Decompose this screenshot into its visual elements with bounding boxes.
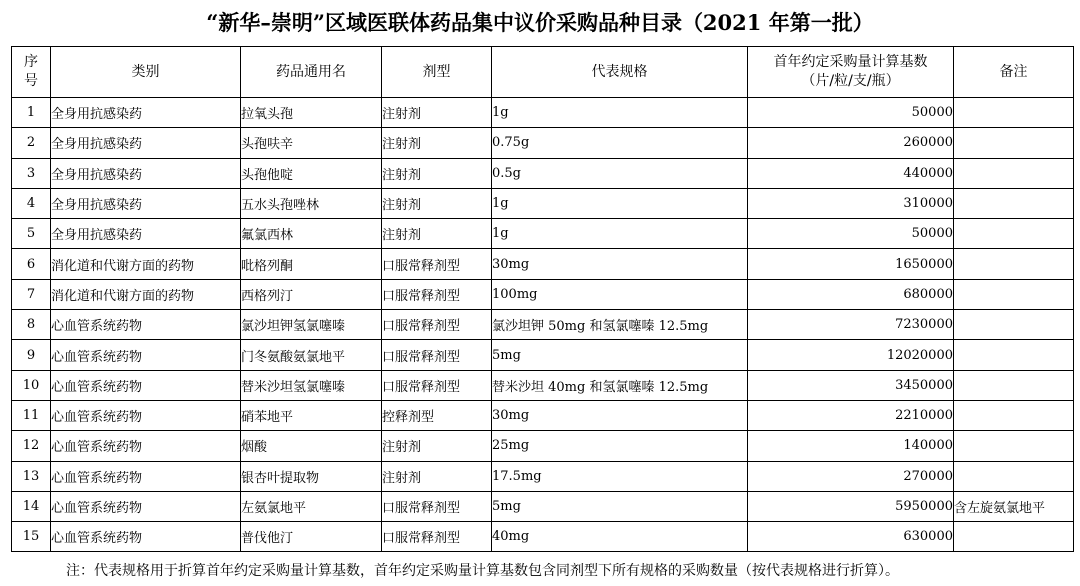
header-spec: 代表规格 [492, 47, 748, 98]
row-spec: 0.75g [492, 128, 748, 158]
row-note [954, 461, 1074, 491]
row-dosage-form: 注射剂 [382, 128, 492, 158]
row-note [954, 400, 1074, 430]
row-quantity: 260000 [748, 128, 954, 158]
row-drug-name: 银杏叶提取物 [241, 461, 382, 491]
row-quantity: 12020000 [748, 340, 954, 370]
row-number: 10 [12, 370, 51, 400]
table-row [12, 128, 1074, 158]
row-drug-name: 氟氯西林 [241, 219, 382, 249]
row-drug-name: 烟酸 [241, 431, 382, 461]
header-quantity-line1: 首年约定采购量计算基数 [773, 54, 928, 70]
table-row [12, 431, 1074, 461]
row-dosage-form: 口服常释剂型 [382, 310, 492, 340]
row-dosage-form: 注射剂 [382, 188, 492, 218]
row-quantity: 440000 [748, 158, 954, 188]
row-number: 14 [12, 491, 51, 521]
table-row [12, 370, 1074, 400]
row-note [954, 279, 1074, 309]
row-dosage-form: 口服常释剂型 [382, 491, 492, 521]
header-drug-name: 药品通用名 [241, 47, 382, 98]
row-spec: 1g [492, 98, 748, 128]
row-category: 全身用抗感染药 [51, 188, 241, 218]
row-number: 2 [12, 128, 51, 158]
row-number: 8 [12, 310, 51, 340]
table-row [12, 158, 1074, 188]
row-spec: 30mg [492, 400, 748, 430]
page-title: “新华–崇明”区域医联体药品集中议价采购品种目录（2021 年第一批） [206, 10, 874, 35]
header-no [12, 47, 51, 98]
row-drug-name: 硝苯地平 [241, 400, 382, 430]
row-quantity: 50000 [748, 219, 954, 249]
row-category: 全身用抗感染药 [51, 219, 241, 249]
row-note [954, 522, 1074, 552]
row-drug-name: 拉氧头孢 [241, 98, 382, 128]
row-spec: 5mg [492, 491, 748, 521]
row-spec: 0.5g [492, 158, 748, 188]
row-spec: 25mg [492, 431, 748, 461]
row-category: 全身用抗感染药 [51, 158, 241, 188]
row-number: 11 [12, 400, 51, 430]
row-number: 1 [12, 98, 51, 128]
row-drug-name: 普伐他汀 [241, 522, 382, 552]
footnote: 注：代表规格用于折算首年约定采购量计算基数，首年约定采购量计算基数包含同剂型下所有规格的采购数量（按代表规格进行折算）。 [66, 563, 899, 579]
row-category: 心血管系统药物 [51, 400, 241, 430]
row-category: 心血管系统药物 [51, 522, 241, 552]
row-number: 5 [12, 219, 51, 249]
row-drug-name: 五水头孢唑林 [241, 188, 382, 218]
row-category: 心血管系统药物 [51, 491, 241, 521]
row-number: 7 [12, 279, 51, 309]
row-drug-name: 门冬氨酸氨氯地平 [241, 340, 382, 370]
row-note [954, 370, 1074, 400]
table-row [12, 310, 1074, 340]
row-drug-name: 替米沙坦氢氯噻嗪 [241, 370, 382, 400]
row-dosage-form: 口服常释剂型 [382, 249, 492, 279]
row-dosage-form: 注射剂 [382, 431, 492, 461]
row-drug-name: 左氨氯地平 [241, 491, 382, 521]
row-drug-name: 头孢呋辛 [241, 128, 382, 158]
row-category: 心血管系统药物 [51, 370, 241, 400]
row-number: 15 [12, 522, 51, 552]
row-dosage-form: 控释剂型 [382, 400, 492, 430]
row-drug-name: 头孢他啶 [241, 158, 382, 188]
row-dosage-form: 注射剂 [382, 219, 492, 249]
table-body [12, 98, 1074, 552]
row-quantity: 2210000 [748, 400, 954, 430]
table-row [12, 400, 1074, 430]
row-dosage-form: 口服常释剂型 [382, 279, 492, 309]
row-category: 消化道和代谢方面的药物 [51, 249, 241, 279]
row-dosage-form: 口服常释剂型 [382, 522, 492, 552]
table-row [12, 188, 1074, 218]
row-spec: 100mg [492, 279, 748, 309]
table-row [12, 522, 1074, 552]
header-no-line1: 序 [24, 54, 38, 70]
row-category: 心血管系统药物 [51, 431, 241, 461]
header-no-line2: 号 [24, 73, 38, 89]
table-row [12, 219, 1074, 249]
row-quantity: 630000 [748, 522, 954, 552]
table-row [12, 279, 1074, 309]
header-note: 备注 [954, 47, 1074, 98]
row-category: 心血管系统药物 [51, 340, 241, 370]
row-dosage-form: 注射剂 [382, 461, 492, 491]
table-header-row [12, 47, 1074, 98]
row-quantity: 270000 [748, 461, 954, 491]
table-row [12, 249, 1074, 279]
row-category: 全身用抗感染药 [51, 98, 241, 128]
header-category: 类别 [51, 47, 241, 98]
row-category: 心血管系统药物 [51, 461, 241, 491]
row-spec: 氯沙坦钾 50mg 和氢氯噻嗪 12.5mg [492, 310, 748, 340]
row-note [954, 310, 1074, 340]
row-quantity: 680000 [748, 279, 954, 309]
row-quantity: 140000 [748, 431, 954, 461]
row-quantity: 5950000 [748, 491, 954, 521]
row-note [954, 98, 1074, 128]
row-category: 心血管系统药物 [51, 310, 241, 340]
drug-catalog-table [11, 46, 1074, 552]
row-category: 全身用抗感染药 [51, 128, 241, 158]
row-quantity: 50000 [748, 98, 954, 128]
row-dosage-form: 口服常释剂型 [382, 340, 492, 370]
row-quantity: 7230000 [748, 310, 954, 340]
table-row [12, 461, 1074, 491]
row-dosage-form: 注射剂 [382, 98, 492, 128]
row-quantity: 3450000 [748, 370, 954, 400]
header-quantity-line2: （片/粒/支/瓶） [801, 73, 900, 89]
row-number: 6 [12, 249, 51, 279]
row-number: 13 [12, 461, 51, 491]
row-drug-name: 吡格列酮 [241, 249, 382, 279]
row-drug-name: 西格列汀 [241, 279, 382, 309]
row-note [954, 431, 1074, 461]
row-note: 含左旋氨氯地平 [954, 491, 1074, 521]
row-spec: 5mg [492, 340, 748, 370]
row-drug-name: 氯沙坦钾氢氯噻嗪 [241, 310, 382, 340]
row-quantity: 1650000 [748, 249, 954, 279]
row-spec: 替米沙坦 40mg 和氢氯噻嗪 12.5mg [492, 370, 748, 400]
row-category: 消化道和代谢方面的药物 [51, 279, 241, 309]
row-number: 9 [12, 340, 51, 370]
row-spec: 40mg [492, 522, 748, 552]
row-dosage-form: 口服常释剂型 [382, 370, 492, 400]
table-row [12, 98, 1074, 128]
row-number: 3 [12, 158, 51, 188]
row-spec: 30mg [492, 249, 748, 279]
row-number: 4 [12, 188, 51, 218]
row-note [954, 188, 1074, 218]
row-note [954, 340, 1074, 370]
row-note [954, 219, 1074, 249]
row-spec: 17.5mg [492, 461, 748, 491]
row-spec: 1g [492, 219, 748, 249]
row-note [954, 158, 1074, 188]
row-number: 12 [12, 431, 51, 461]
table-row [12, 491, 1074, 521]
row-spec: 1g [492, 188, 748, 218]
row-dosage-form: 注射剂 [382, 158, 492, 188]
row-quantity: 310000 [748, 188, 954, 218]
header-dosage-form: 剂型 [382, 47, 492, 98]
row-note [954, 128, 1074, 158]
table-row [12, 340, 1074, 370]
row-note [954, 249, 1074, 279]
header-quantity [748, 47, 954, 98]
